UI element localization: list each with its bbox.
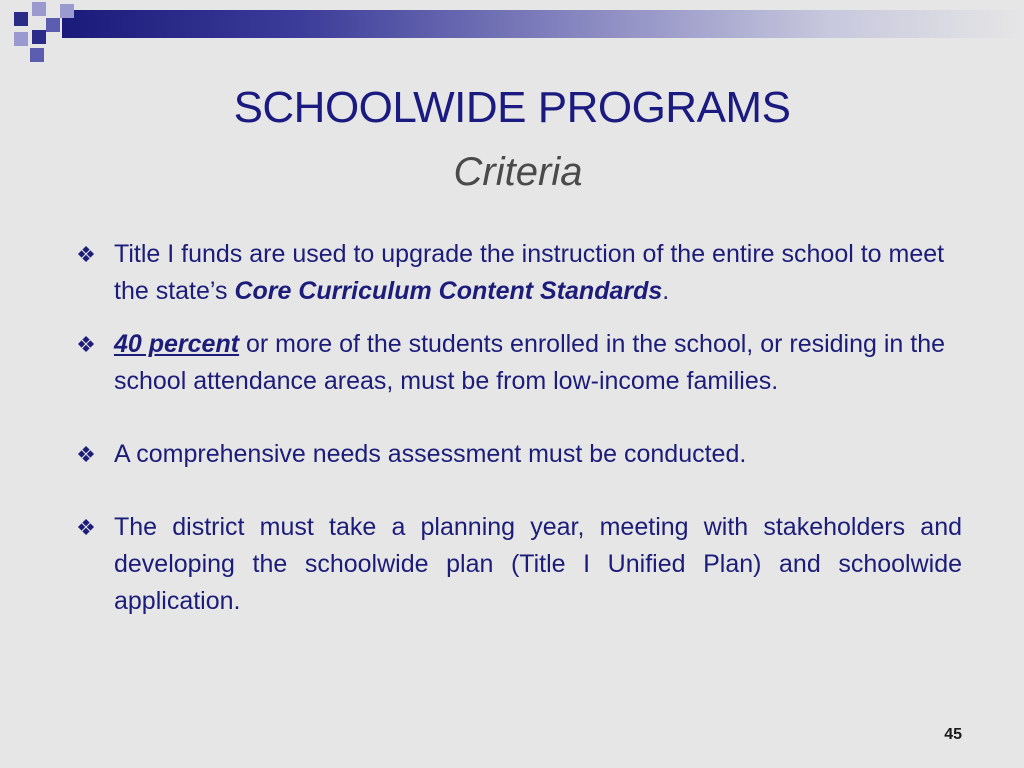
slide-subtitle: Criteria: [453, 150, 583, 194]
bullet-text: [114, 330, 945, 395]
slide-title: SCHOOLWIDE PROGRAMS: [233, 83, 791, 132]
decor-square: [60, 4, 74, 18]
bullet-emphasis: Core Curriculum Content Standards: [234, 277, 663, 305]
diamond-bullet-icon: ❖: [76, 442, 96, 467]
decor-square: [32, 30, 46, 44]
page-number: 45: [944, 726, 962, 743]
bullet-item: [70, 509, 962, 620]
diamond-bullet-icon: ❖: [76, 242, 96, 267]
bullet-text: [114, 240, 944, 305]
header-decoration: [0, 0, 1024, 60]
bullet-text: A comprehensive needs assessment must be conducted.: [114, 440, 747, 468]
header-gradient-bar: [62, 10, 1024, 38]
diamond-bullet-icon: ❖: [76, 515, 96, 540]
decor-square: [30, 48, 44, 62]
diamond-bullet-icon: ❖: [76, 332, 96, 357]
decor-square: [14, 32, 28, 46]
bullet-text-part: or more of the students enrolled in the school, or residing in the school attendance areas, must be from low-income families.: [114, 330, 946, 395]
decor-square: [32, 2, 46, 16]
bullet-text-part: .: [662, 277, 670, 305]
decor-square: [46, 18, 60, 32]
decor-square: [14, 12, 28, 26]
bullet-emphasis: 40 percent: [114, 330, 240, 358]
bullet-text-part: Title I funds are used to upgrade the instruction of the entire school to meet the state’s: [114, 240, 945, 305]
bullet-item: [70, 436, 962, 473]
bullet-item: [70, 326, 962, 400]
bullet-list: [70, 236, 962, 620]
bullet-item: [70, 236, 962, 310]
bullet-text: The district must take a planning year, meeting with stakeholders and developing the schoolwide plan (Title I Unified Plan) and schoolwide application.: [114, 513, 962, 615]
